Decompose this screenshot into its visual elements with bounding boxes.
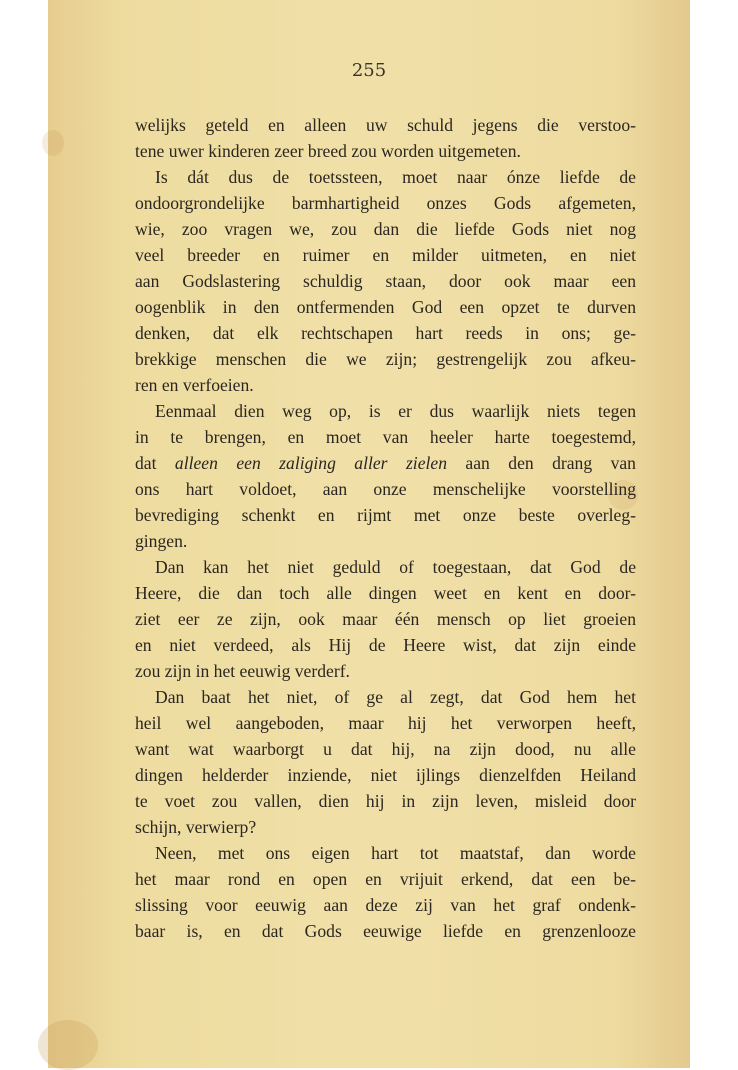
text-line: te voet zou vallen, dien hij in zijn leven, misleid door [135,791,636,811]
text-line: gingen. [135,531,188,551]
text-line: slissing voor eeuwig aan deze zij van het graf ondenk- [135,895,636,915]
text-line: Dan kan het niet geduld of toegestaan, dat God de [155,557,636,577]
text-line: ons hart voldoet, aan onze menschelijke voorstelling [135,479,636,499]
body-text [135,112,636,944]
text-line: wie, zoo vragen we, zou dan die liefde Gods niet nog [135,219,636,239]
text-line: aan Godslastering schuldig staan, door ook maar een [135,271,636,291]
text-line: Dan baat het niet, of ge al zegt, dat God hem het [155,687,636,707]
text-line: Is dát dus de toetssteen, moet naar ónze liefde de [155,167,636,187]
text-line: denken, dat elk rechtschapen hart reeds in ons; ge- [135,323,636,343]
text-line: en niet verdeed, als Hij de Heere wist, dat zijn einde [135,635,636,655]
text-line: welijks geteld en alleen uw schuld jegens die verstoo- [135,115,636,135]
text-line: ondoorgrondelijke barmhartigheid onzes Gods afgemeten, [135,193,636,213]
text-line: oogenblik in den ontfermenden God een opzet te durven [135,297,636,317]
text-fragment: aan den drang van [447,453,636,473]
text-line: bevrediging schenkt en rijmt met onze beste overleg- [135,505,636,525]
text-line: Eenmaal dien weg op, is er dus waarlijk niets tegen [155,401,636,421]
text-line: in te brengen, en moet van heeler harte toegestemd, [135,427,636,447]
text-line: dingen helderder inziende, niet ijlings dienzelfden Heiland [135,765,636,785]
text-line: zou zijn in het eeuwig verderf. [135,661,350,681]
text-line-with-emphasis [135,450,636,476]
paper-stain [42,130,64,156]
emphasized-phrase: alleen een zaliging aller zielen [174,453,447,473]
text-line: brekkige menschen die we zijn; gestrengelijk zou afkeu- [135,349,636,369]
paper-stain [38,1020,98,1070]
text-line: want wat waarborgt u dat hij, na zijn dood, nu alle [135,739,636,759]
text-line: ren en verfoeien. [135,375,254,395]
text-line: schijn, verwierp? [135,817,257,837]
text-line: ziet eer ze zijn, ook maar één mensch op liet groeien [135,609,636,629]
text-line: baar is, en dat Gods eeuwige liefde en grenzenlooze [135,921,636,941]
book-page [48,0,690,1068]
text-line: veel breeder en ruimer en milder uitmeten, en niet [135,245,636,265]
text-line: Neen, met ons eigen hart tot maatstaf, dan worde [155,843,636,863]
text-fragment: dat [135,453,175,473]
text-line: tene uwer kinderen zeer breed zou worden uitgemeten. [135,141,521,161]
page-number: 255 [351,60,387,81]
text-line: heil wel aangeboden, maar hij het verworpen heeft, [135,713,636,733]
text-line: Heere, die dan toch alle dingen weet en kent en door- [135,583,636,603]
text-line: het maar rond en open en vrijuit erkend, dat een be- [135,869,636,889]
